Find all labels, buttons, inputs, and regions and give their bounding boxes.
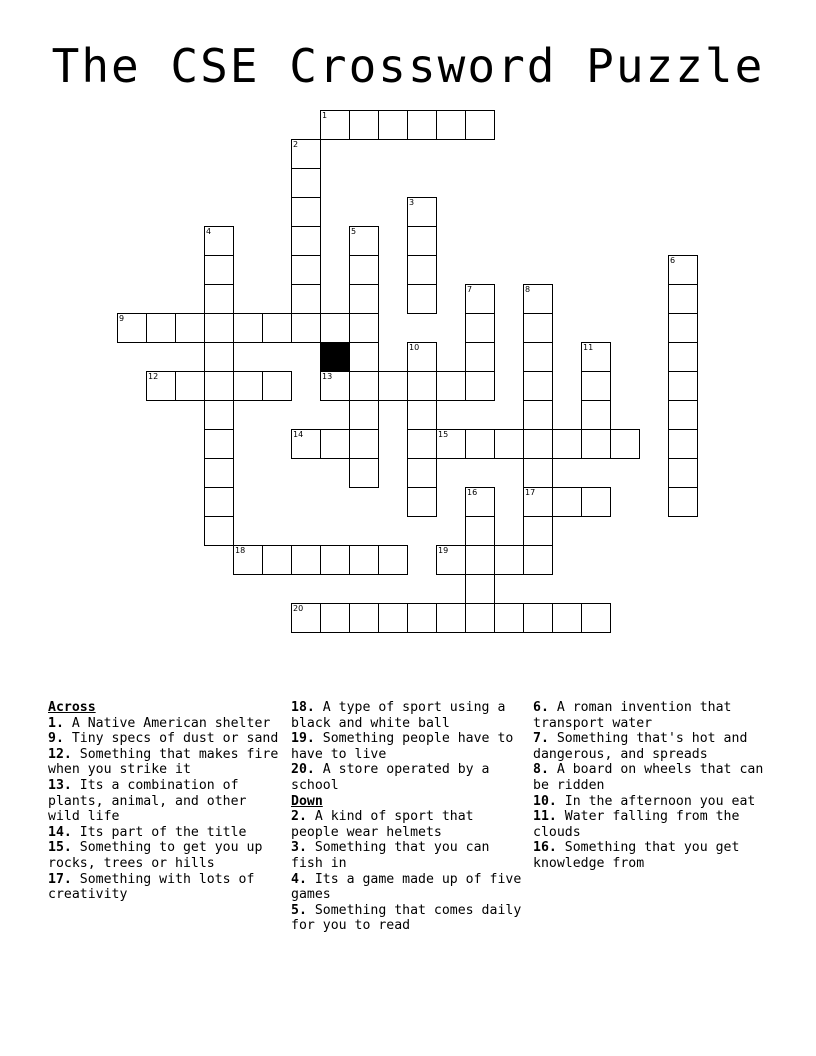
grid-cell[interactable] (320, 545, 350, 575)
clue-number: 20 (293, 604, 304, 613)
clues-column-3 (533, 700, 768, 872)
clue-number: 11. (533, 809, 557, 825)
grid-cell[interactable] (523, 487, 553, 517)
clue (291, 809, 526, 840)
grid-cell[interactable] (581, 342, 611, 372)
grid-cell[interactable] (291, 545, 321, 575)
section-heading: Across (48, 700, 96, 715)
clue (291, 872, 526, 903)
clue-text: A board on wheels that can be ridden (533, 762, 764, 793)
clue-number: 10. (533, 793, 557, 809)
clues-column-1 (48, 700, 283, 903)
clue-text: Something that you can fish in (291, 840, 490, 871)
grid-cell[interactable] (581, 400, 611, 430)
grid-cell[interactable] (407, 603, 437, 633)
section-heading: Down (291, 793, 323, 809)
grid-cell[interactable] (465, 545, 495, 575)
grid-cell[interactable] (291, 255, 321, 285)
clue-text: Tiny specs of dust or sand (63, 731, 279, 747)
grid-cell[interactable] (204, 313, 234, 343)
grid-cell[interactable] (175, 371, 205, 401)
grid-cell[interactable] (407, 197, 437, 227)
clue-number: 2 (293, 140, 299, 149)
grid-cell[interactable] (668, 342, 698, 372)
grid-cell[interactable] (668, 487, 698, 517)
grid-cell[interactable] (320, 371, 350, 401)
clue (533, 731, 768, 762)
clue-text: Its a combination of plants, animal, and other wild life (48, 777, 247, 825)
grid-cell[interactable] (465, 574, 495, 604)
grid-cell[interactable] (668, 284, 698, 314)
grid-cell[interactable] (291, 284, 321, 314)
grid-cell[interactable] (523, 545, 553, 575)
clue-number: 16. (533, 840, 557, 856)
clue-text: A Native American shelter (63, 715, 271, 731)
grid-cell[interactable] (668, 429, 698, 459)
clue-text: Water falling from the clouds (533, 809, 740, 840)
grid-cell[interactable] (436, 429, 466, 459)
grid-cell[interactable] (581, 603, 611, 633)
grid-cell[interactable] (349, 545, 379, 575)
grid-cell[interactable] (523, 400, 553, 430)
clue (48, 840, 283, 871)
clue (48, 778, 283, 825)
grid-cell[interactable] (436, 110, 466, 140)
grid-cell[interactable] (291, 226, 321, 256)
clue-number: 13 (322, 372, 333, 381)
grid-cell[interactable] (668, 371, 698, 401)
clue (48, 716, 283, 732)
grid-cell[interactable] (291, 168, 321, 198)
clue (48, 747, 283, 778)
clue (291, 731, 526, 762)
grid-cell[interactable] (233, 545, 263, 575)
clue-text: Something that comes daily for you to read (291, 902, 522, 934)
clue-number: 20. (291, 762, 315, 778)
grid-cell[interactable] (523, 284, 553, 314)
clues-column-2 (291, 700, 526, 934)
clue-number: 4. (291, 871, 307, 887)
grid-cell[interactable] (523, 342, 553, 372)
clue-text: Something that you get knowledge from (533, 840, 740, 871)
grid-cell[interactable] (581, 429, 611, 459)
grid-cell[interactable] (262, 371, 292, 401)
clue-number: 18. (291, 700, 315, 715)
clue-number: 14 (293, 430, 304, 439)
grid-cell[interactable] (407, 226, 437, 256)
grid-cell[interactable] (552, 429, 582, 459)
grid-cell[interactable] (552, 487, 582, 517)
clue-number: 15. (48, 840, 72, 856)
clue-number: 15 (438, 430, 449, 439)
grid-cell[interactable] (349, 110, 379, 140)
grid-cell[interactable] (320, 110, 350, 140)
clue-number: 10 (409, 343, 420, 352)
grid-cell[interactable] (349, 400, 379, 430)
grid-cell[interactable] (581, 487, 611, 517)
clue-number: 5 (351, 227, 357, 236)
clue-number: 17 (525, 488, 536, 497)
grid-cell[interactable] (407, 429, 437, 459)
grid-cell[interactable] (465, 603, 495, 633)
grid-cell[interactable] (523, 516, 553, 546)
grid-cell[interactable] (465, 342, 495, 372)
grid-cell[interactable] (552, 603, 582, 633)
grid-cell[interactable] (291, 429, 321, 459)
clue-number: 6. (533, 700, 549, 715)
clue-text: Something that's hot and dangerous, and spreads (533, 731, 748, 762)
grid-cell[interactable] (581, 371, 611, 401)
clue (48, 872, 283, 903)
grid-cell[interactable] (349, 342, 379, 372)
grid-cell[interactable] (465, 516, 495, 546)
grid-cell[interactable] (668, 400, 698, 430)
grid-cell[interactable] (349, 284, 379, 314)
clue-number: 13. (48, 777, 72, 793)
grid-cell[interactable] (465, 429, 495, 459)
clue (291, 700, 526, 731)
grid-cell[interactable] (204, 226, 234, 256)
grid-cell[interactable] (204, 429, 234, 459)
clue-number: 1. (48, 715, 64, 731)
grid-cell[interactable] (204, 371, 234, 401)
clue-text: A kind of sport that people wear helmets (291, 809, 474, 840)
grid-cell[interactable] (233, 371, 263, 401)
clue (533, 840, 768, 871)
grid-cell[interactable] (291, 313, 321, 343)
clue-number: 16 (467, 488, 478, 497)
grid-cell[interactable] (291, 603, 321, 633)
grid-cell[interactable] (407, 458, 437, 488)
grid-cell[interactable] (349, 371, 379, 401)
clue (533, 809, 768, 840)
grid-cell[interactable] (204, 458, 234, 488)
grid-cell[interactable] (349, 226, 379, 256)
grid-cell[interactable] (146, 371, 176, 401)
clue-text: A store operated by a school (291, 762, 490, 793)
grid-cell[interactable] (436, 545, 466, 575)
grid-cell[interactable] (146, 313, 176, 343)
page-title: The CSE Crossword Puzzle (51, 39, 765, 93)
clue-number: 19 (438, 546, 449, 555)
grid-cell[interactable] (378, 545, 408, 575)
clue-number: 18 (235, 546, 246, 555)
clue-text: Something that makes fire when you strike it (48, 746, 279, 778)
grid-cell[interactable] (233, 313, 263, 343)
clue-number: 3 (409, 198, 415, 207)
grid-cell[interactable] (494, 429, 524, 459)
grid-cell[interactable] (436, 603, 466, 633)
grid-cell[interactable] (465, 110, 495, 140)
grid-cell[interactable] (204, 255, 234, 285)
grid-cell[interactable] (494, 545, 524, 575)
clue-text: In the afternoon you eat (556, 793, 756, 809)
clue (533, 762, 768, 793)
clue-number: 4 (206, 227, 212, 236)
grid-cell[interactable] (407, 400, 437, 430)
clue (291, 840, 526, 871)
grid-cell[interactable] (349, 429, 379, 459)
clue-text: A roman invention that transport water (533, 700, 732, 731)
grid-cell[interactable] (204, 487, 234, 517)
grid-cell[interactable] (204, 516, 234, 546)
grid-cell[interactable] (407, 284, 437, 314)
clue-text: Something people have to have to live (291, 731, 514, 762)
clue-number: 6 (670, 256, 676, 265)
grid-cell[interactable] (291, 197, 321, 227)
clue-text: Its a game made up of five games (291, 871, 522, 903)
grid-cell[interactable] (204, 284, 234, 314)
grid-cell[interactable] (523, 458, 553, 488)
clue-number: 9 (119, 314, 125, 323)
grid-cell[interactable] (320, 603, 350, 633)
clue (291, 903, 526, 934)
grid-cell[interactable] (668, 255, 698, 285)
clue-number: 14. (48, 824, 72, 840)
grid-cell[interactable] (378, 110, 408, 140)
grid-cell[interactable] (668, 458, 698, 488)
grid-cell[interactable] (407, 110, 437, 140)
grid-cell[interactable] (349, 313, 379, 343)
grid-cell[interactable] (117, 313, 147, 343)
clue-number: 7 (467, 285, 473, 294)
clue-text: A type of sport using a black and white ball (291, 700, 506, 731)
clue-number: 12 (148, 372, 159, 381)
clue-number: 3. (291, 840, 307, 856)
grid-cell[interactable] (465, 313, 495, 343)
clue-number: 19. (291, 731, 315, 747)
clue-number: 12. (48, 746, 72, 762)
clue-number: 7. (533, 731, 549, 747)
grid-cell[interactable] (465, 284, 495, 314)
grid-cell[interactable] (436, 371, 466, 401)
clue-number: 9. (48, 731, 64, 747)
grid-cell[interactable] (610, 429, 640, 459)
grid-cell[interactable] (349, 255, 379, 285)
grid-cell[interactable] (407, 487, 437, 517)
grid-cell[interactable] (465, 371, 495, 401)
clue-number: 2. (291, 809, 307, 825)
clue (48, 731, 283, 747)
clue (533, 794, 768, 810)
grid-cell[interactable] (523, 371, 553, 401)
grid-cell[interactable] (349, 458, 379, 488)
grid-cell[interactable] (465, 487, 495, 517)
grid-cell[interactable] (407, 342, 437, 372)
grid-cell[interactable] (262, 313, 292, 343)
grid-cell[interactable] (668, 313, 698, 343)
clue-text: Something to get you up rocks, trees or hills (48, 840, 263, 871)
clue (533, 700, 768, 731)
black-square (320, 342, 350, 372)
grid-cell[interactable] (204, 342, 234, 372)
grid-cell[interactable] (320, 313, 350, 343)
clue-number: 17. (48, 871, 72, 887)
clue (291, 762, 526, 793)
grid-cell[interactable] (262, 545, 292, 575)
clue-number: 8. (533, 762, 549, 778)
clue (48, 825, 283, 841)
clue-number: 11 (583, 343, 594, 352)
clue-text: Something with lots of creativity (48, 871, 255, 903)
grid-cell[interactable] (291, 139, 321, 169)
clue-number: 8 (525, 285, 531, 294)
grid-cell[interactable] (494, 603, 524, 633)
grid-cell[interactable] (378, 371, 408, 401)
grid-cell[interactable] (523, 429, 553, 459)
clue-number: 1 (322, 111, 328, 120)
clue-text: Its part of the title (71, 824, 247, 840)
grid-cell[interactable] (523, 603, 553, 633)
grid-cell[interactable] (523, 313, 553, 343)
grid-cell[interactable] (204, 400, 234, 430)
grid-cell[interactable] (407, 255, 437, 285)
grid-cell[interactable] (320, 429, 350, 459)
grid-cell[interactable] (349, 603, 379, 633)
clue-number: 5. (291, 902, 307, 918)
grid-cell[interactable] (175, 313, 205, 343)
grid-cell[interactable] (378, 603, 408, 633)
